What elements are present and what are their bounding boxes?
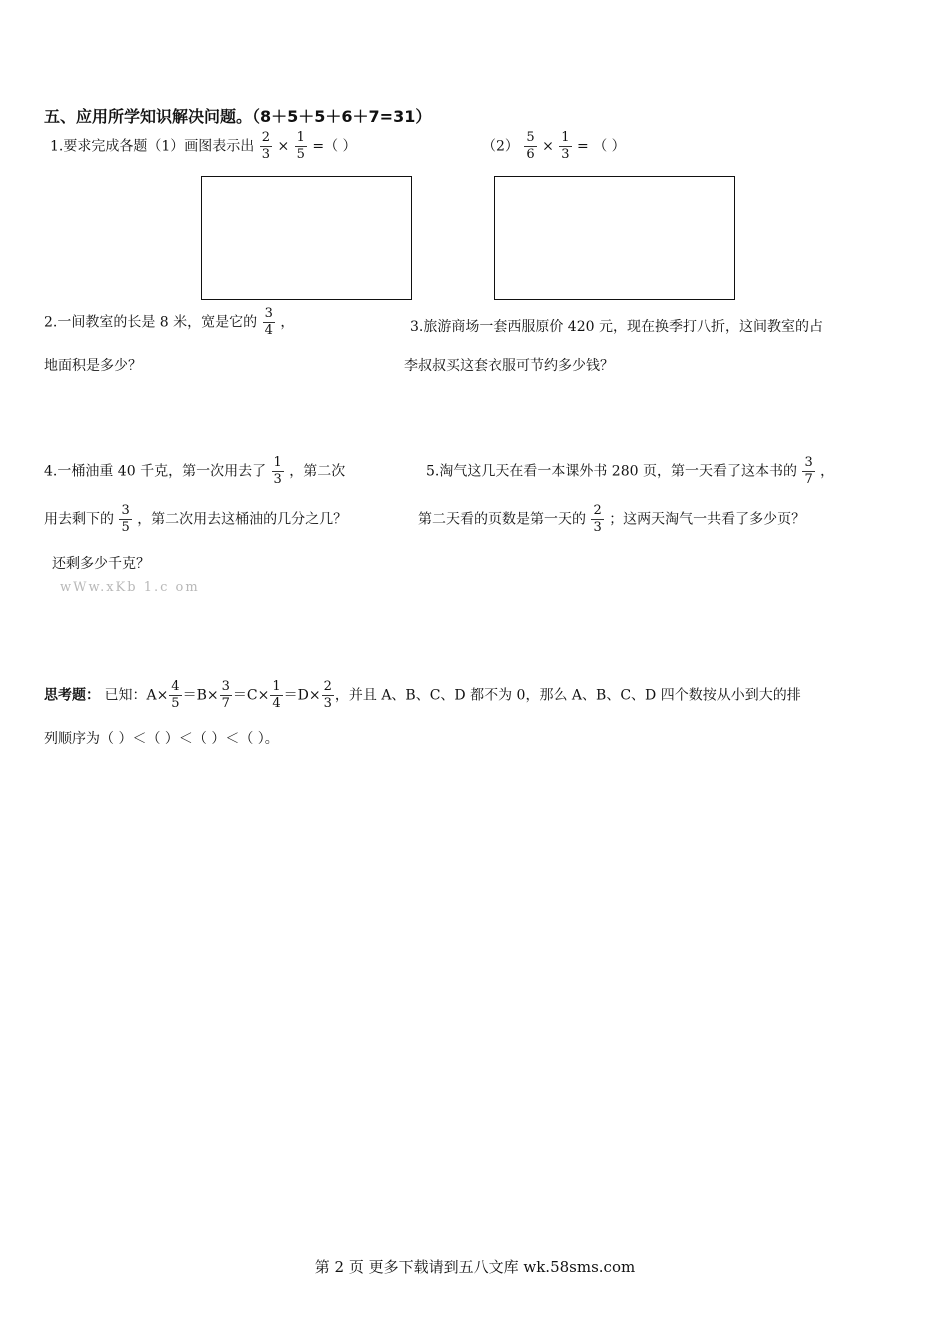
question-4-line-2 (44, 503, 347, 536)
denominator: 3 (261, 147, 270, 162)
fraction (591, 503, 603, 536)
question-1 (50, 130, 357, 163)
page-footer: 第 2 页 更多下载请到五八文库 wk.58sms.com (314, 1258, 636, 1276)
answer-blank: =（ ） (312, 138, 357, 155)
numerator: 5 (526, 130, 535, 145)
numerator: 2 (323, 679, 332, 694)
question-3-line-1: 3.旅游商场一套西服原价 420 元，现在换季打八折，这间教室的占 (410, 319, 823, 335)
thinking-label: 思考题： (44, 687, 100, 704)
fraction (322, 679, 334, 712)
q5-text: 5.淘气这几天在看一本课外书 280 页，第一天看了这本书的 (426, 463, 797, 480)
fraction (295, 130, 307, 163)
answer-blank: = （ ） (577, 138, 626, 155)
thinking-text: ＝D× (283, 687, 321, 704)
q2-text-end: ， (280, 314, 295, 331)
denominator: 4 (272, 696, 281, 711)
watermark: wWw.xKb 1.c om (60, 580, 200, 595)
times-sign: × (542, 138, 554, 155)
thinking-question-line-2: 列顺序为（ ）＜（ ）＜（ ）＜（ ）。 (44, 731, 279, 747)
thinking-text: ，并且 A、B、C、D 都不为 0，那么 A、B、C、D 四个数按从小到大的排 (334, 687, 801, 704)
fraction (559, 130, 571, 163)
fraction (802, 455, 814, 488)
q5-text-end: ， (820, 463, 835, 480)
numerator: 4 (171, 679, 180, 694)
question-4-line-1 (44, 455, 345, 488)
drawing-box-2[interactable] (494, 176, 735, 300)
q4-text: 4.一桶油重 40 千克，第一次用去了 (44, 463, 267, 480)
times-sign: × (277, 138, 290, 155)
drawing-box-1[interactable] (201, 176, 412, 300)
thinking-question-line-1 (44, 679, 801, 712)
question-2-line-2: 地面积是多少？ (44, 358, 142, 374)
question-5-line-2 (418, 503, 805, 536)
denominator: 3 (323, 696, 332, 711)
q2-text: 2.一间教室的长是 8 米，宽是它的 (44, 314, 258, 331)
denominator: 6 (526, 147, 535, 162)
denominator: 3 (273, 472, 282, 487)
numerator: 1 (273, 455, 282, 470)
section-score: （8＋5＋5＋6＋7=31） (252, 107, 432, 126)
denominator: 3 (593, 520, 602, 535)
numerator: 3 (221, 679, 230, 694)
q5-text-end: ；这两天淘气一共看了多少页？ (609, 511, 806, 528)
fraction (220, 679, 232, 712)
numerator: 2 (261, 130, 270, 145)
denominator: 5 (296, 147, 305, 162)
thinking-text: ＝C× (232, 687, 270, 704)
numerator: 3 (121, 503, 130, 518)
denominator: 5 (171, 696, 180, 711)
q4-text-end: ，第二次用去这桶油的几分之几？ (137, 511, 348, 528)
numerator: 1 (296, 130, 305, 145)
fraction (272, 455, 284, 488)
question-3-line-2: 李叔叔买这套衣服可节约多少钱？ (404, 358, 614, 374)
numerator: 3 (264, 306, 273, 321)
section-title-text: 五、应用所学知识解决问题。 (44, 107, 253, 126)
fraction (263, 306, 275, 339)
thinking-text: 已知：A× (104, 687, 169, 704)
q4-text-end: ，第二次 (289, 463, 346, 480)
numerator: 2 (593, 503, 602, 518)
numerator: 1 (561, 130, 570, 145)
question-5-line-1 (426, 455, 834, 488)
fraction (169, 679, 181, 712)
fraction (119, 503, 131, 536)
numerator: 3 (804, 455, 813, 470)
denominator: 4 (264, 323, 273, 338)
q1-part2-prefix: （2） (482, 138, 519, 155)
fraction (260, 130, 272, 163)
question-2-line-1 (44, 306, 294, 339)
denominator: 3 (561, 147, 570, 162)
thinking-text: ＝B× (182, 687, 219, 704)
q4-text: 用去剩下的 (44, 511, 114, 528)
numerator: 1 (272, 679, 281, 694)
question-1-part-2 (482, 130, 626, 163)
q1-prefix: 1.要求完成各题（1）画图表示出 (50, 138, 255, 155)
q5-text: 第二天看的页数是第一天的 (418, 511, 586, 528)
fraction (524, 130, 536, 163)
fraction (270, 679, 282, 712)
denominator: 7 (804, 472, 813, 487)
section-title (44, 104, 431, 127)
denominator: 7 (221, 696, 230, 711)
denominator: 5 (121, 520, 130, 535)
question-4-line-3: 还剩多少千克？ (52, 556, 150, 572)
